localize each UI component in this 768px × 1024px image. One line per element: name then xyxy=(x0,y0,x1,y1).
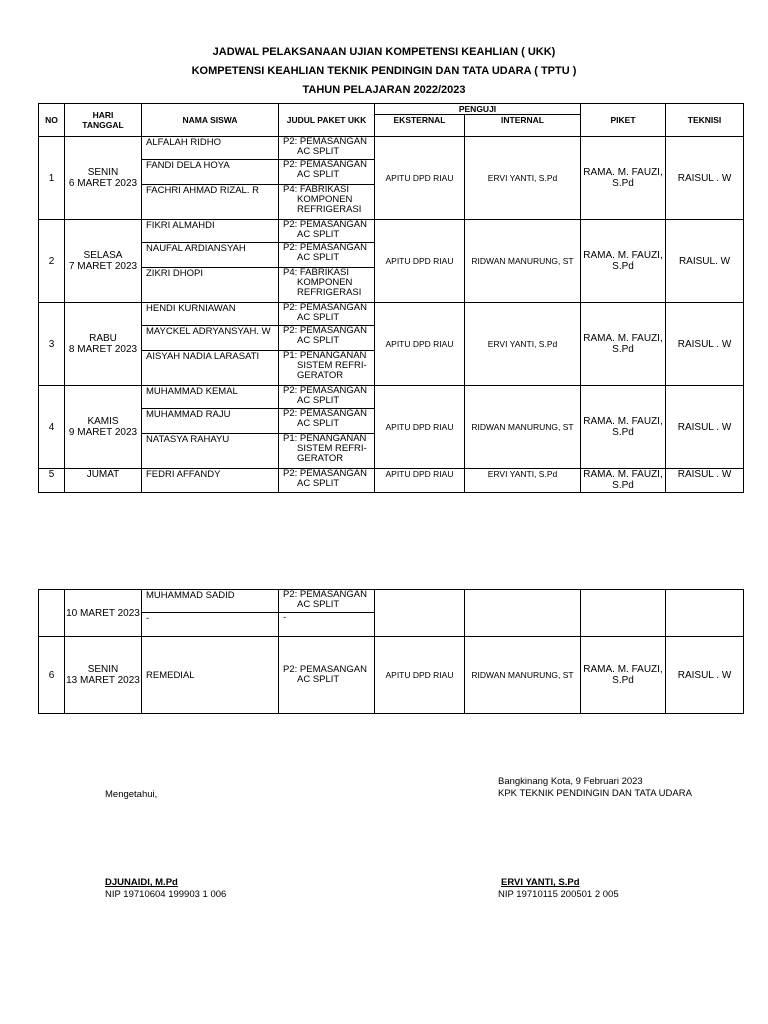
row-no: 6 xyxy=(39,637,65,714)
package-title: P2: PEMASANGAN AC SPLIT xyxy=(279,243,375,268)
package-title: P2: PEMASANGAN AC SPLIT xyxy=(279,386,375,409)
row-date: SENIN 6 MARET 2023 xyxy=(65,137,142,220)
student-name: FEDRI AFFANDY xyxy=(142,469,279,493)
student-name: MAYCKEL ADRYANSYAH. W xyxy=(142,326,279,351)
col-eksternal: EKSTERNAL xyxy=(375,115,465,137)
right-signatory-name: ERVI YANTI, S.Pd xyxy=(501,877,580,888)
left-signatory-nip: NIP 19710604 199903 1 006 xyxy=(105,889,227,900)
row-no: 2 xyxy=(39,220,65,303)
mengetahui-label: Mengetahui, xyxy=(105,789,158,800)
examiner-external: APITU DPD RIAU xyxy=(375,637,465,714)
right-signatory-nip: NIP 19710115 200501 2 005 xyxy=(498,889,619,900)
row-date: SELASA 7 MARET 2023 xyxy=(65,220,142,303)
package-title: P2: PEMASANGAN AC SPLIT xyxy=(279,160,375,185)
table-row xyxy=(39,137,744,160)
row-date: JUMAT xyxy=(65,469,142,493)
col-teknisi: TEKNISI xyxy=(666,104,744,137)
table-row xyxy=(39,386,744,409)
student-name: NATASYA RAHAYU xyxy=(142,434,279,469)
col-penguji: PENGUJI xyxy=(375,104,581,115)
continuation-table xyxy=(38,589,744,714)
student-name: ALFALAH RIDHO xyxy=(142,137,279,160)
examiner-external: APITU DPD RIAU xyxy=(375,386,465,469)
package-title: P2: PEMASANGAN AC SPLIT xyxy=(279,590,375,613)
row-no: 1 xyxy=(39,137,65,220)
package-title: P2: PEMASANGAN AC SPLIT xyxy=(279,637,375,714)
teknisi: RAISUL . W xyxy=(666,386,744,469)
left-signatory-name: DJUNAIDI, M.Pd xyxy=(105,877,178,888)
package-title: P4: FABRIKASI KOMPONEN REFRIGERASI xyxy=(279,185,375,220)
doc-title-line2: KOMPETENSI KEAHLIAN TEKNIK PENDINGIN DAN TATA UDARA ( TPTU ) xyxy=(191,65,577,77)
examiner-internal: RIDWAN MANURUNG, ST xyxy=(465,220,581,303)
package-title: P2: PEMASANGAN AC SPLIT xyxy=(279,469,375,493)
table-row xyxy=(39,637,744,714)
row-date: SENIN 13 MARET 2023 xyxy=(65,637,142,714)
place-date: Bangkinang Kota, 9 Februari 2023 xyxy=(498,776,643,787)
signatory-org: KPK TEKNIK PENDINGIN DAN TATA UDARA xyxy=(498,788,692,799)
examiner-external: APITU DPD RIAU xyxy=(375,220,465,303)
student-name: FACHRI AHMAD RIZAL. R xyxy=(142,185,279,220)
examiner-internal: RIDWAN MANURUNG, ST xyxy=(465,637,581,714)
examiner-external: APITU DPD RIAU xyxy=(375,303,465,386)
examiner-internal: ERVI YANTI, S.Pd xyxy=(465,303,581,386)
examiner-internal: RIDWAN MANURUNG, ST xyxy=(465,386,581,469)
teknisi: RAISUL . W xyxy=(666,303,744,386)
table-row xyxy=(39,220,744,243)
package-title: P2: PEMASANGAN AC SPLIT xyxy=(279,220,375,243)
examiner-internal: ERVI YANTI, S.Pd xyxy=(465,137,581,220)
package-title: P2: PEMASANGAN AC SPLIT xyxy=(279,303,375,326)
table-row xyxy=(39,303,744,326)
examiner-internal: ERVI YANTI, S.Pd xyxy=(465,469,581,493)
examiner-external: APITU DPD RIAU xyxy=(375,137,465,220)
student-name: REMEDIAL xyxy=(142,637,279,714)
teknisi: RAISUL . W xyxy=(666,137,744,220)
student-name: FANDI DELA HOYA xyxy=(142,160,279,185)
teknisi: RAISUL . W xyxy=(666,637,744,714)
row-date: RABU 8 MARET 2023 xyxy=(65,303,142,386)
row-tanggal: 10 MARET 2023 xyxy=(65,590,142,637)
row-no: 4 xyxy=(39,386,65,469)
table-row xyxy=(39,590,744,613)
student-name: HENDI KURNIAWAN xyxy=(142,303,279,326)
student-name: ZIKRI DHOPI xyxy=(142,268,279,303)
examiner-external: APITU DPD RIAU xyxy=(375,469,465,493)
col-internal: INTERNAL xyxy=(465,115,581,137)
table-row xyxy=(39,469,744,493)
col-piket: PIKET xyxy=(581,104,666,137)
schedule-table xyxy=(38,103,744,493)
student-name: FIKRI ALMAHDI xyxy=(142,220,279,243)
package-title: P4: FABRIKASI KOMPONEN REFRIGERASI xyxy=(279,268,375,303)
student-name: MUHAMMAD KEMAL xyxy=(142,386,279,409)
col-nama: NAMA SISWA xyxy=(142,104,279,137)
package-title: P1: PENANGANAN SISTEM REFRI- GERATOR xyxy=(279,351,375,386)
piket: RAMA. M. FAUZI, S.Pd xyxy=(581,303,666,386)
piket: RAMA. M. FAUZI, S.Pd xyxy=(581,469,666,493)
package-title: - xyxy=(279,613,375,637)
package-title: P2: PEMASANGAN AC SPLIT xyxy=(279,137,375,160)
package-title: P2: PEMASANGAN AC SPLIT xyxy=(279,409,375,434)
doc-title-line1: JADWAL PELAKSANAAN UJIAN KOMPETENSI KEAHLIAN ( UKK) xyxy=(212,46,556,58)
student-name: MUHAMMAD SADID xyxy=(142,590,279,613)
piket: RAMA. M. FAUZI, S.Pd xyxy=(581,137,666,220)
student-name: AISYAH NADIA LARASATI xyxy=(142,351,279,386)
student-name: MUHAMMAD RAJU xyxy=(142,409,279,434)
row-no: 5 xyxy=(39,469,65,493)
teknisi: RAISUL. W xyxy=(666,220,744,303)
col-no: NO xyxy=(39,104,65,137)
piket: RAMA. M. FAUZI, S.Pd xyxy=(581,220,666,303)
package-title: P1: PENANGANAN SISTEM REFRI- GERATOR xyxy=(279,434,375,469)
row-date: KAMIS 9 MARET 2023 xyxy=(65,386,142,469)
piket: RAMA. M. FAUZI, S.Pd xyxy=(581,637,666,714)
row-no: 3 xyxy=(39,303,65,386)
col-hari: HARI TANGGAL xyxy=(65,104,142,137)
student-name: - xyxy=(142,613,279,637)
col-judul: JUDUL PAKET UKK xyxy=(279,104,375,137)
doc-title-line3: TAHUN PELAJARAN 2022/2023 xyxy=(302,84,466,96)
piket: RAMA. M. FAUZI, S.Pd xyxy=(581,386,666,469)
package-title: P2: PEMASANGAN AC SPLIT xyxy=(279,326,375,351)
student-name: NAUFAL ARDIANSYAH xyxy=(142,243,279,268)
teknisi: RAISUL . W xyxy=(666,469,744,493)
